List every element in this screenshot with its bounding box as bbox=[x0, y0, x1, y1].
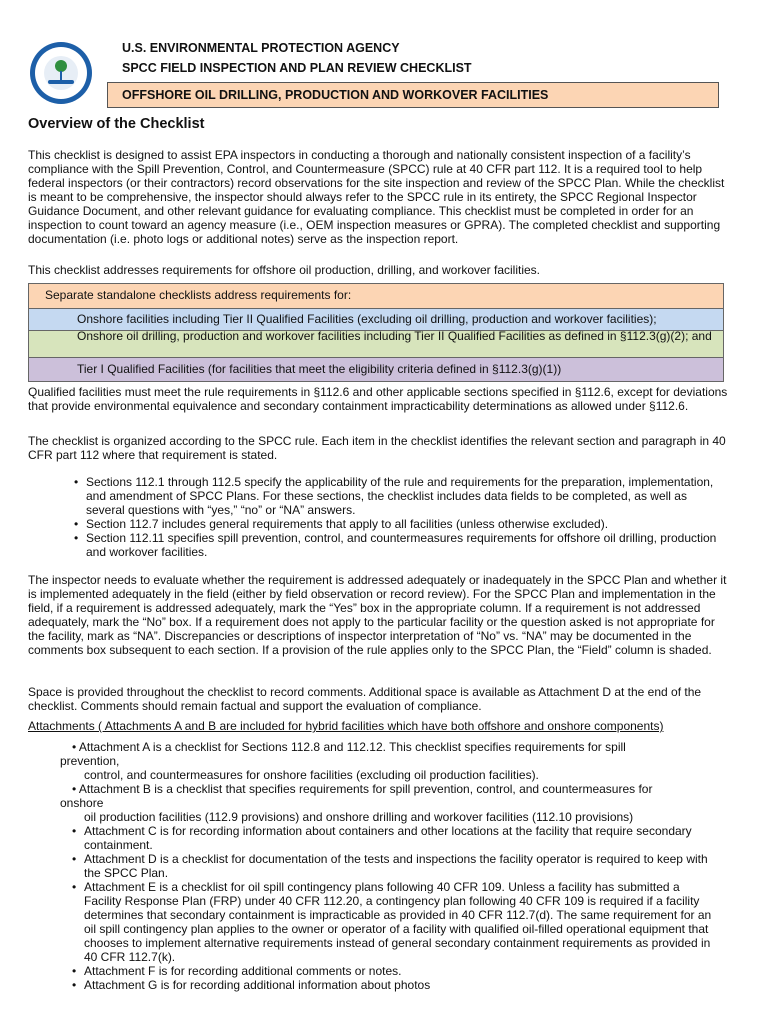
standalone-checklists-box bbox=[28, 283, 724, 382]
list-item: • Section 112.11 specifies spill prevention, control, and countermeasures requirements for offshore oil drilling, production and workover facilities. bbox=[72, 531, 722, 559]
list-item: • Attachment C is for recording information about containers and other locations at the facility that require secondary containment. bbox=[70, 824, 720, 852]
list-item: • Attachment E is a checklist for oil spill contingency plans following 40 CFR 109. Unless a facility has submitted a Facility Response Plan (FRP) under 40 CFR 112.20, a contingency plan following 40 CFR 109 is required if a facility determines that secondary containment is impracticable as provided in 40 CFR 112.7(d). The same requirement for an oil spill contingency plan applies to the owner or operator of a facility with qualified oil-filled operational equipment that chooses to implement alternative requirements instead of general secondary containment requirements as provided in 40 CFR 112.7(k). bbox=[70, 880, 720, 964]
agency-name: U.S. ENVIRONMENTAL PROTECTION AGENCY bbox=[122, 41, 400, 55]
list-item: • Section 112.7 includes general requirements that apply to all facilities (unless otherwise excluded). bbox=[72, 517, 722, 531]
list-item: • Sections 112.1 through 112.5 specify the applicability of the rule and requirements for the preparation, implementation, and amendment of SPCC Plans. For these sections, the checklist includes data fields to be completed, as well as several questions with “yes,” “no” or “NA” answers. bbox=[72, 475, 722, 517]
box-item-onshore: Onshore facilities including Tier II Qualified Facilities (excluding oil drilling, production and workover facilities); bbox=[29, 309, 723, 331]
facility-type-banner: OFFSHORE OIL DRILLING, PRODUCTION AND WORKOVER FACILITIES bbox=[107, 82, 719, 108]
paragraph-evaluation: The inspector needs to evaluate whether the requirement is addressed adequately or inadequately in the SPCC Plan and whether it is implemented adequately in the field (either by field observation or record review). For the SPCC Plan and implementation in the field, if a requirement is addressed adequately, mark the “Yes” box in the appropriate column. If a requirement is not addressed adequately, mark the “No” box. If a requirement does not apply to the particular facility or the question asked is not appropriate for the facility, mark as “NA”. Discrepancies or descriptions of inspector interpretation of “No” vs. “NA” may be documented in the comments box subsequent to each section. If a provision of the rule applies only to the SPCC Plan, the “Field” column is shaded. bbox=[28, 573, 727, 657]
attachment-a-line2: prevention, bbox=[60, 754, 120, 768]
list-item: • Attachment F is for recording additional comments or notes. bbox=[70, 964, 720, 978]
list-item: • Attachment D is a checklist for documentation of the tests and inspections the facility operator is required to keep with the SPCC Plan. bbox=[70, 852, 720, 880]
epa-seal-logo bbox=[30, 42, 92, 104]
attachments-bullets bbox=[70, 824, 720, 992]
box-header: Separate standalone checklists address requirements for: bbox=[29, 284, 723, 309]
attachment-a-line1: • Attachment A is a checklist for Sections 112.8 and 112.12. This checklist specifies requirements for spill bbox=[72, 740, 626, 754]
attachment-b-line3: oil production facilities (112.9 provisions) and onshore drilling and workover facilities (112.10 provisions) bbox=[84, 810, 634, 824]
paragraph-comments: Space is provided throughout the checklist to record comments. Additional space is available as Attachment D at the end of the checklist. Comments should remain factual and support the evaluation of compliance. bbox=[28, 685, 702, 713]
box-item-onshore-drilling: Onshore oil drilling, production and workover facilities including Tier II Qualified Facilities as defined in §112.3(g)(2); and bbox=[29, 331, 723, 358]
attachment-b-line2: onshore bbox=[60, 796, 104, 810]
sections-list bbox=[72, 475, 722, 559]
attachments-heading: Attachments ( Attachments A and B are included for hybrid facilities which have both offshore and onshore components) bbox=[28, 719, 664, 733]
list-item: • Attachment G is for recording additional information about photos bbox=[70, 978, 720, 992]
paragraph-intro: This checklist is designed to assist EPA inspectors in conducting a thorough and nationally consistent inspection of a facility’s compliance with the Spill Prevention, Control, and Countermeasure (SPCC) rule at 40 CFR part 112. It is a required tool to help federal inspectors (or their contractors) record observations for the site inspection and review of the SPCC Plan. While the checklist is meant to be comprehensive, the inspector should always refer to the SPCC rule in its entirety, the SPCC Regional Inspector Guidance Document, and other relevant guidance for evaluating compliance. This checklist must be completed in order for an inspection to count toward an agency measure (i.e., OEM inspection measures or GPRA). The completed checklist and supporting documentation (i.e. photo logs or additional notes) serve as the inspection report. bbox=[28, 148, 725, 246]
box-item-tier1: Tier I Qualified Facilities (for facilities that meet the eligibility criteria defined in §112.3(g)(1)) bbox=[29, 358, 723, 381]
paragraph-organization: The checklist is organized according to the SPCC rule. Each item in the checklist identifies the relevant section and paragraph in 40 CFR part 112 where that requirement is stated. bbox=[28, 434, 726, 462]
attachments-list bbox=[60, 740, 720, 992]
paragraph-qualified: Qualified facilities must meet the rule requirements in §112.6 and other applicable sections specified in §112.6, except for deviations that provide environmental equivalence and secondary containment impracticability determinations as allowed under §112.6. bbox=[28, 385, 728, 413]
document-title: SPCC FIELD INSPECTION AND PLAN REVIEW CHECKLIST bbox=[122, 61, 472, 75]
section-heading: Overview of the Checklist bbox=[28, 116, 205, 132]
paragraph-scope: This checklist addresses requirements for offshore oil production, drilling, and workover facilities. bbox=[28, 263, 541, 277]
attachment-a-line3: control, and countermeasures for onshore facilities (excluding oil production facilities). bbox=[84, 768, 539, 782]
attachment-b-line1: • Attachment B is a checklist that specifies requirements for spill prevention, control, and countermeasures for bbox=[72, 782, 653, 796]
